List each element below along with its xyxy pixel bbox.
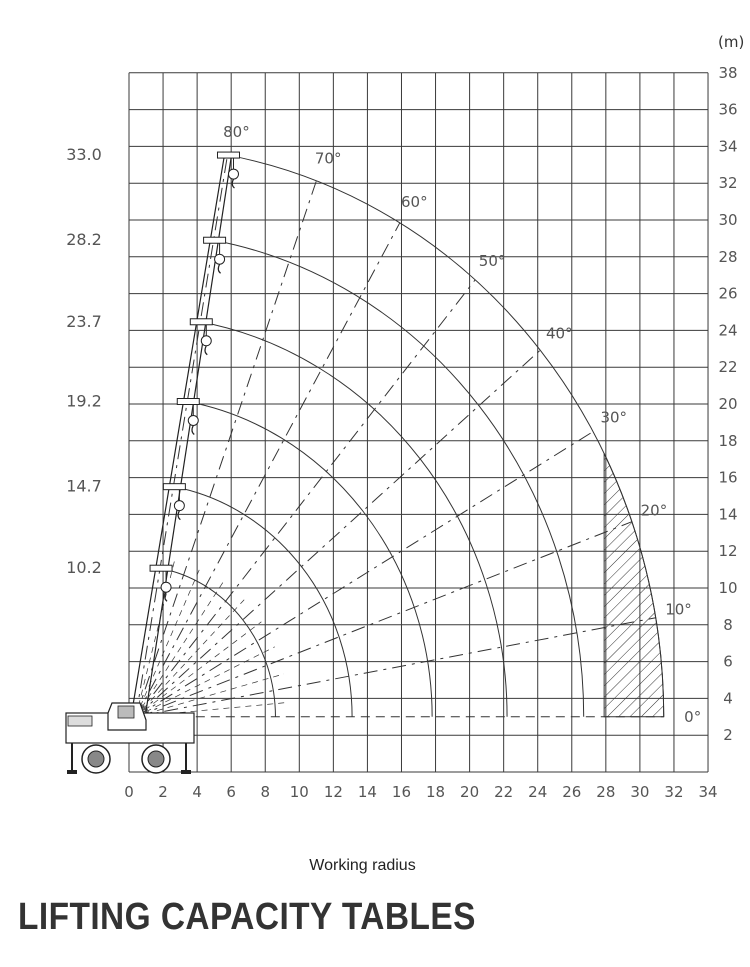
y-tick-label: 22 <box>718 358 738 377</box>
boom-length-labels <box>66 145 102 577</box>
page-title: LIFTING CAPACITY TABLES <box>18 896 476 938</box>
boom-section-head <box>163 484 185 490</box>
x-tick-label: 24 <box>528 783 548 801</box>
outrigger-pad <box>181 770 191 774</box>
x-tick-label: 22 <box>494 783 514 801</box>
hatched-zone <box>604 454 664 717</box>
angle-ray-fine <box>136 622 262 717</box>
angle-label: 10° <box>665 600 692 619</box>
angle-ray-fine <box>136 674 284 717</box>
x-tick-label: 12 <box>323 783 343 801</box>
x-tick-label: 20 <box>460 783 480 801</box>
boom-section-head <box>217 152 239 158</box>
hook-block <box>188 416 198 426</box>
boom-length-label: 14.7 <box>66 476 102 496</box>
y-tick-label: 18 <box>718 431 738 450</box>
hook-block <box>215 254 225 264</box>
hook <box>205 346 207 355</box>
x-tick-label: 4 <box>192 783 202 801</box>
y-tick-label: 26 <box>718 284 738 303</box>
y-tick-label: 14 <box>718 505 738 524</box>
y-tick-label: 4 <box>723 689 733 708</box>
y-tick-label: 6 <box>723 652 733 671</box>
hook-block <box>228 169 238 179</box>
angle-label: 40° <box>545 324 573 343</box>
wheel-hub <box>148 751 164 767</box>
x-tick-label: 18 <box>425 783 446 801</box>
angle-ray <box>136 432 593 717</box>
x-tick-label: 0 <box>124 783 134 801</box>
hook <box>192 426 194 435</box>
boom-section-head <box>177 399 199 405</box>
x-tick-label: 34 <box>698 783 718 801</box>
boom-section-head <box>150 565 172 571</box>
y-tick-label: 28 <box>718 247 738 266</box>
wheel-hub <box>88 751 104 767</box>
y-tick-label: 36 <box>718 100 738 119</box>
y-axis-unit: (m) <box>718 33 745 51</box>
boom-length-label: 10.2 <box>66 558 102 578</box>
y-tick-label: 38 <box>718 63 738 82</box>
x-axis-label: Working radius <box>309 857 416 874</box>
x-tick-label: 16 <box>391 783 412 801</box>
angle-label: 60° <box>400 192 428 211</box>
angle-label: 30° <box>600 408 628 427</box>
x-tick-label: 6 <box>226 783 236 801</box>
y-tick-label: 34 <box>718 137 738 156</box>
x-tick-labels <box>124 783 717 801</box>
x-tick-label: 30 <box>630 783 650 801</box>
y-tick-labels <box>718 64 737 744</box>
x-tick-label: 2 <box>158 783 168 801</box>
x-tick-label: 26 <box>562 783 582 801</box>
hatched-area <box>604 454 664 717</box>
angle-label: 50° <box>478 251 506 270</box>
boom-arc <box>173 487 352 717</box>
x-tick-label: 14 <box>357 783 377 801</box>
x-tick-label: 10 <box>289 783 309 801</box>
x-tick-label: 8 <box>260 783 271 801</box>
hook-block <box>201 336 211 346</box>
y-tick-label: 30 <box>718 211 738 229</box>
boom-length-label: 33.0 <box>66 145 102 165</box>
y-tick-label: 12 <box>718 542 738 561</box>
boom-section-head <box>190 319 212 325</box>
hook-block <box>161 582 171 592</box>
hook-block <box>174 501 184 511</box>
hook <box>178 511 180 520</box>
outrigger-pad <box>67 770 77 774</box>
y-tick-label: 10 <box>718 579 738 597</box>
hook <box>218 264 220 273</box>
y-tick-label: 2 <box>723 726 733 745</box>
y-tick-label: 16 <box>718 468 738 487</box>
angle-ray-fine <box>136 557 176 717</box>
x-tick-label: 32 <box>664 783 684 801</box>
y-tick-label: 8 <box>723 615 733 634</box>
angle-label: 20° <box>640 501 668 520</box>
angle-ray <box>136 223 400 717</box>
angle-label: 0° <box>684 707 702 726</box>
y-tick-label: 24 <box>718 321 738 340</box>
boom-section-head <box>204 237 226 243</box>
boom-length-label: 19.2 <box>66 391 102 411</box>
boom-length-label: 28.2 <box>66 230 102 250</box>
angle-ray-fine <box>136 647 275 717</box>
angle-label: 80° <box>223 122 250 141</box>
y-tick-label: 20 <box>718 395 738 413</box>
cab-window <box>118 706 134 718</box>
x-tick-label: 28 <box>596 783 616 801</box>
crane-counterweight <box>68 716 92 726</box>
angle-ray <box>136 280 475 717</box>
boom-length-label: 23.7 <box>66 311 102 331</box>
y-tick-label: 32 <box>718 174 738 193</box>
angle-label: 70° <box>314 149 342 168</box>
